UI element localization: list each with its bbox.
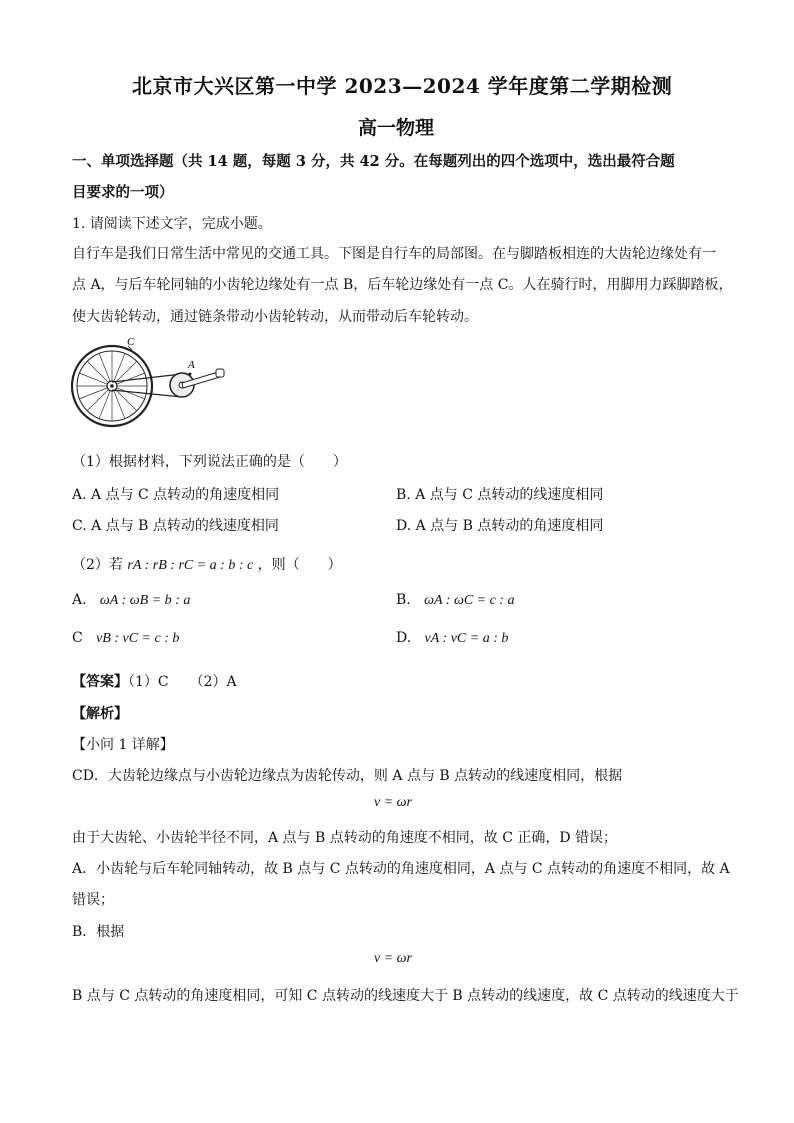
- option-b-formula: ωA : ωC = c : a: [424, 593, 515, 608]
- subquestion-2-option-c: C vB : vC = c : b: [72, 630, 180, 646]
- subquestion-2-ratio: rA : rB : rC = a : b : c: [127, 558, 254, 573]
- analysis-line-5: B．根据: [72, 924, 125, 940]
- subquestion-1-option-c: C. A 点与 B 点转动的线速度相同: [72, 518, 279, 534]
- subquestion-1-option-d: D. A 点与 B 点转动的角速度相同: [396, 518, 604, 534]
- option-a-formula: ωA : ωB = b : a: [99, 593, 191, 608]
- analysis-formula-1: v = ωr: [374, 795, 412, 810]
- bicycle-gear-figure: [70, 334, 230, 429]
- analysis-tag: 【解析】: [72, 706, 128, 722]
- analysis-line-2: 由于大齿轮、小齿轮半径不同，A 点与 B 点转动的角速度不相同，故 C 正确，D 错误；: [72, 830, 618, 846]
- subquestion-2-option-a: A. ωA : ωB = b : a: [72, 592, 191, 608]
- section-heading-line1: 一、单项选择题（共 14 题，每题 3 分，共 42 分。在每题列出的四个选项中，选出最符合题: [72, 153, 675, 170]
- section-heading-line2: 目要求的一项）: [72, 184, 174, 201]
- figure-label-a: A: [188, 359, 195, 371]
- document-subtitle: 高一物理: [358, 117, 435, 139]
- subquestion-1-option-b: B. A 点与 C 点转动的线速度相同: [396, 487, 604, 503]
- answer-text: （1）C （2）A: [128, 674, 237, 690]
- answer-line: [72, 671, 237, 691]
- analysis-subtag: 【小问 1 详解】: [72, 737, 174, 753]
- subquestion-2-stem-prefix: （2）若: [72, 557, 123, 573]
- analysis-line-3: A．小齿轮与后车轮同轴转动，故 B 点与 C 点转动的角速度相同，A 点与 C 点转动的角速度不相同，故 A: [72, 861, 730, 877]
- document-title: 北京市大兴区第一中学 2023—2024 学年度第二学期检测: [132, 74, 673, 98]
- answer-tag: 【答案】: [72, 674, 128, 690]
- figure-label-c: C: [127, 336, 135, 348]
- subquestion-1-option-a: A. A 点与 C 点转动的角速度相同: [72, 487, 280, 503]
- subquestion-2-option-b: B. ωA : ωC = c : a: [396, 592, 515, 608]
- option-d-formula: vA : vC = a : b: [424, 631, 509, 646]
- option-c-formula: vB : vC = c : b: [96, 631, 180, 646]
- analysis-line-4: 错误；: [72, 892, 114, 908]
- subquestion-2-stem-suffix: ，则（ ）: [257, 557, 342, 573]
- analysis-line-6: B 点与 C 点转动的角速度相同，可知 C 点转动的线速度大于 B 点转动的线速度，故 C 点转动的线速度大于: [72, 988, 739, 1004]
- passage-line-2: 点 A，与后车轮同轴的小齿轮边缘处有一点 B，后车轮边缘处有一点 C。人在骑行时，用脚用力踩脚踏板，: [72, 277, 733, 293]
- passage-line-1: 自行车是我们日常生活中常见的交通工具。下图是自行车的局部图。在与脚踏板相连的大齿轮边缘处有一: [72, 246, 716, 262]
- subquestion-1-stem: （1）根据材料，下列说法正确的是（ ）: [72, 454, 347, 470]
- subquestion-2-option-d: D. vA : vC = a : b: [396, 630, 509, 646]
- question-intro: 1. 请阅读下述文字，完成小题。: [72, 216, 272, 232]
- analysis-line-1: CD．大齿轮边缘点与小齿轮边缘点为齿轮传动，则 A 点与 B 点转动的线速度相同，根据: [72, 768, 623, 784]
- subquestion-2-stem: [72, 554, 342, 574]
- analysis-formula-2: v = ωr: [374, 951, 412, 966]
- passage-line-3: 使大齿轮转动，通过链条带动小齿轮转动，从而带动后车轮转动。: [72, 309, 478, 325]
